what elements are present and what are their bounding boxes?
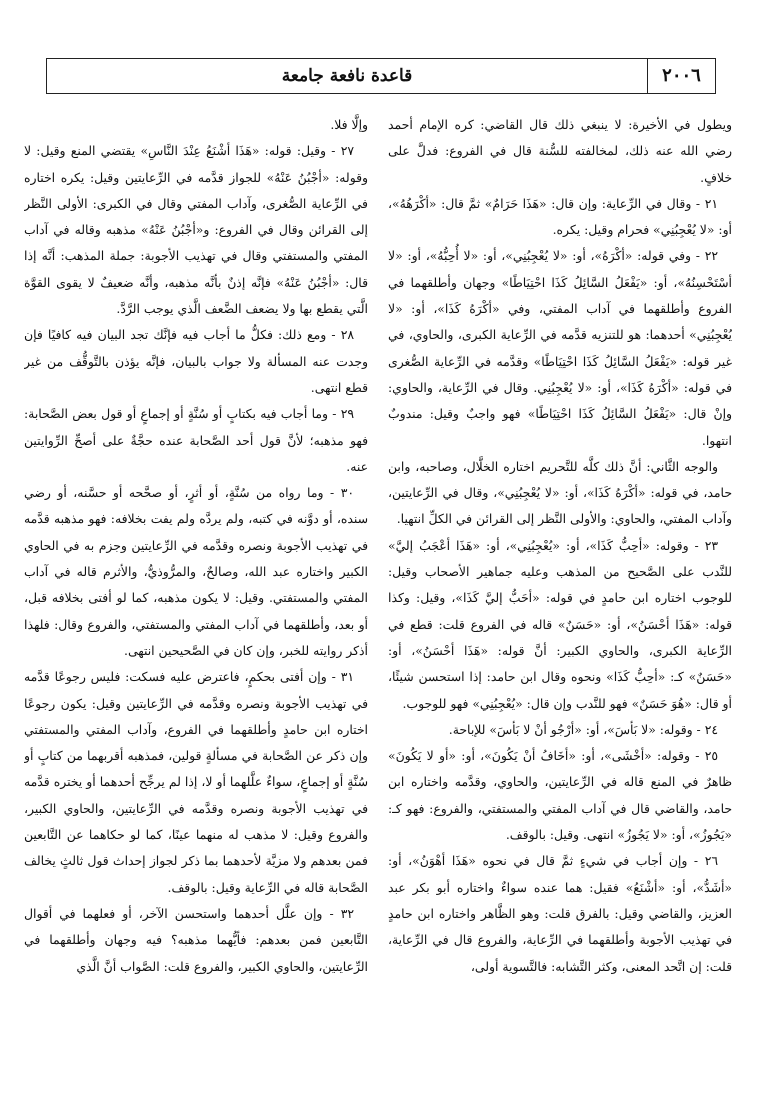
paragraph: ٢٤ - وقوله: «لا بَأسَ»، أو: «أرْجُو أنْ لا بَأسَ» للإباحة. xyxy=(448,721,718,737)
paragraph: ٢٨ - ومع ذلك: فكلُّ ما أجاب فيه فإنَّك تجد البيان فيه كافيًا فإن وجدت عنه المسألة ولا جواب بالبيان، فإنَّه يؤذن بالتَّوقُّف من غير قطع انتهى. xyxy=(24,327,368,395)
paragraph: ٢٣ - وقوله: «أحِبُّ كَذَا»، أو: «يُعْجِبُنِي»، أو: «هَذَا أعْجَبُ إليَّ» للنَّدب على الصَّحيح من المذهب وعليه جماهير الأصحاب وقيل: للوجوب اختاره ابن حامدٍ في قوله: «أحَبُّ إليَّ كَذَا»، وقيل: وكذا قوله: «هَذَا أحْسَنُ»، أو: «حَسَنٌ» قاله في الفروع قلت: قطع في الرِّعاية الكبرى، والحاوي الكبير: أنَّ قوله: «هَذَا أحْسَنُ»، أو: «حَسَنٌ» كـ: «أحِبُّ كَذَا» ونحوه وقال ابن حامد: إذا استحسن شيئًا، أو قال: «هُوَ حَسَنٌ» فهو للنَّدب وإن قال: «يُعْجِبُنِي» فهو للوجوب. xyxy=(388,537,732,711)
paragraph: ٣١ - وإن أفتى بحكمٍ، فاعترض عليه فسكت: فليس رجوعًا قدَّمه في تهذيب الأجوبة ونصره وقدَّمه في الرِّعايتين وقيل: يكون رجوعًا اختاره ابن حامدٍ وأطلقهما في الفروع، وآداب المفتي والمستفتي وإن ذكر عن الصَّحابة في مسألةٍ قولين، فمذهبه أقربهما من كتابٍ أو سُنَّةٍ أو إجماعٍ، سواءٌ علَّلهما أو لا، إذا لم يرجِّح أحدهما أو يختره قدَّمه في تهذيب الأجوبة ونصره وقدَّمه في الرِّعايتين، والحاوي الكبير، والفروع وقيل: لا مذهب له منهما عينًا، كما لو حكاهما عن التَّابعين فمن بعدهم ولا مزيَّة لأحدهما بما ذكر لجواز إحداث قول ثالثٍ يخالف الصَّحابة قاله في الرِّعاية وقيل: بالوقف. xyxy=(24,669,368,895)
page-header xyxy=(46,58,716,94)
paragraph: ٢٢ - وفي قوله: «أكْرَهُ»، أو: «لا يُعْجِبُنِي»، أو: «لا أُحِبُّهُ»، أو: «لا أسْتَحْسِنُهُ»، أو: «يَفْعَلُ السَّائِلُ كَذَا احْتِيَاطًا» وجهان وأطلقهما في الفروع وأطلقهما في آداب المفتي، وفي «أكْرَهُ كَذَا»، أو: «لا يُعْجِبُنِي» أحدهما: هو للتنزيه قدَّمه في الرِّعاية الكبرى، والحاوي، في غير قوله: «يَفْعَلُ السَّائِلُ كَذَا احْتِيَاطًا» وقدَّمه في الرِّعاية الصُّغرى في قوله: «أكْرَهُ كَذَا»، أو: «لا يُعْجِبُنِي. وقال في الرِّعاية، والحاوي: وإنْ قال: «يَفْعَلُ السَّائِلُ كَذَا احْتِيَاطًا» فهو واجبٌ وقيل: مندوبٌ انتهوا. xyxy=(388,248,732,448)
paragraph: ٢١ - وقال في الرِّعاية: وإن قال: «هَذَا حَرَامٌ» ثمَّ قال: «أكْرَهُهُ»، أو: «لا يُعْجِبُنِي» فحرام وقيل: يكره. xyxy=(388,195,732,238)
paragraph: والوجه الثَّاني: أنَّ ذلك كلَّه للتَّحريم اختاره الخلَّال، وصاحبه، وابن حامد، في قوله: «أكْرَهُ كَذَا»، أو: «لا يُعْجِبُنِي»، وقال في الرِّعايتين، وآداب المفتي، والحاوي: والأولى النَّظر إلى القرائن في الكلِّ انتهيا. xyxy=(388,458,732,527)
page-title: قاعدة نافعة جامعة xyxy=(281,66,413,86)
paragraph: ٢٥ - وقوله: «أخْشَى»، أو: «أخَافُ أنْ يَكُونَ»، أو: «أو لا يَكُونَ» ظاهرٌ في المنع قاله في الرِّعايتين، والحاوي، وقدَّمه واختاره ابن حامد، والقاضي قال في آداب المفتي والمستفتي، والفروع: فهو كـ: «يَجُوزُ»، أو: «لا يَجُوزُ» انتهى. وقيل: بالوقف. xyxy=(388,748,732,843)
right-text-column xyxy=(388,112,732,1088)
paragraph: ٣٢ - وإن علَّل أحدهما واستحسن الآخر، أو فعلهما في أقوال التَّابعين فمن بعدهم: فأيُّهما مذهبه؟ فيه وجهان وأطلقهما في الرِّعايتين، والحاوي الكبير، والفروع قلت: الصَّواب أنَّ الَّذي xyxy=(24,905,368,974)
paragraph: ويطول في الأخيرة: لا ينبغي ذلك قال القاضي: كره الإمام أحمد رضي الله عنه ذلك، لمخالفته للسُّنة قال في الفروع: فدلَّ على خلافٍ. xyxy=(388,117,732,185)
left-text-column xyxy=(24,112,368,1088)
page-number: ٢٠٠٦ xyxy=(647,59,715,93)
paragraph: وإلَّا فلا. xyxy=(330,117,368,132)
paragraph: ٢٩ - وما أجاب فيه بكتابٍ أو سُنَّةٍ أو إجماعٍ أو قول بعض الصَّحابة: فهو مذهبه؛ لأنَّ قول أحد الصَّحابة عنده حجَّةٌ على أصحِّ الرِّوايتين عنه. xyxy=(24,406,368,474)
paragraph: ٣٠ - وما رواه من سُنَّةٍ، أو أثرٍ، أو صحَّحه أو حسَّنه، أو رضي سنده، أو دوَّنه في كتبه، ولم يردَّه ولم يفت بخلافه: فهو مذهبه قدَّمه في تهذيب الأجوبة ونصره وقدَّمه في الرِّعايتين وجزم به في الحاوي الكبير واختاره عبد الله، وصالحٌ، والمرُّوذيُّ، والأثرم قاله في آداب المفتي والمستفتي. وقيل: لا يكون مذهبه، كما لو أفتى بخلافه قبل، أو بعد، وأطلقهما في آداب المفتي والمستفتي، والفروع وقال: فلهذا أذكر روايته للخبر، وإن كان في الصَّحيحين انتهى. xyxy=(24,485,368,658)
paragraph: ٢٦ - وإن أجاب في شيءٍ ثمَّ قال في نحوه «هَذَا أهْوَنُ»، أو: «أشَدُّ»، أو: «أشْنَعُ» فقيل: هما عنده سواءٌ واختاره أبو بكر عبد العزيز، والقاضي وقيل: بالفرق قلت: وهو الظَّاهر واختاره ابن حامدٍ في تهذيب الأجوبة وأطلقهما في الرِّعاية، والفروع قال في الرِّعاية، قلت: إن اتَّحد المعنى، وكثر التَّشابه: فالتَّسوية أولى، xyxy=(388,853,732,974)
paragraph: ٢٧ - وقيل: قوله: «هَذَا أشْنَعُ عِنْدَ النَّاسِ» يقتضي المنع وقيل: لا وقوله: «أجْبُنُ عَنْهُ» للجواز قدَّمه في الرِّعايتين وقيل: يكره اختاره في الرِّعاية الصُّغرى، وآداب المفتي وقال في الكبرى: الأولى النَّظر إلى القرائن وقال في الفروع: و«أجْبُنُ عَنْهُ» مذهبه وقاله في آداب المفتي والمستفتي وقال في تهذيب الأجوبة: جملة المذهب: أنَّه إذا قال: «أجْبُنُ عَنْهُ» فإنَّه إذنٌ بأنَّه مذهبه، وأنَّه ضعيفٌ لا يقوى القوَّة الَّتي يقطع بها ولا يضعف الضَّعف الَّذي يوجب الرَّدَّ. xyxy=(24,143,368,317)
